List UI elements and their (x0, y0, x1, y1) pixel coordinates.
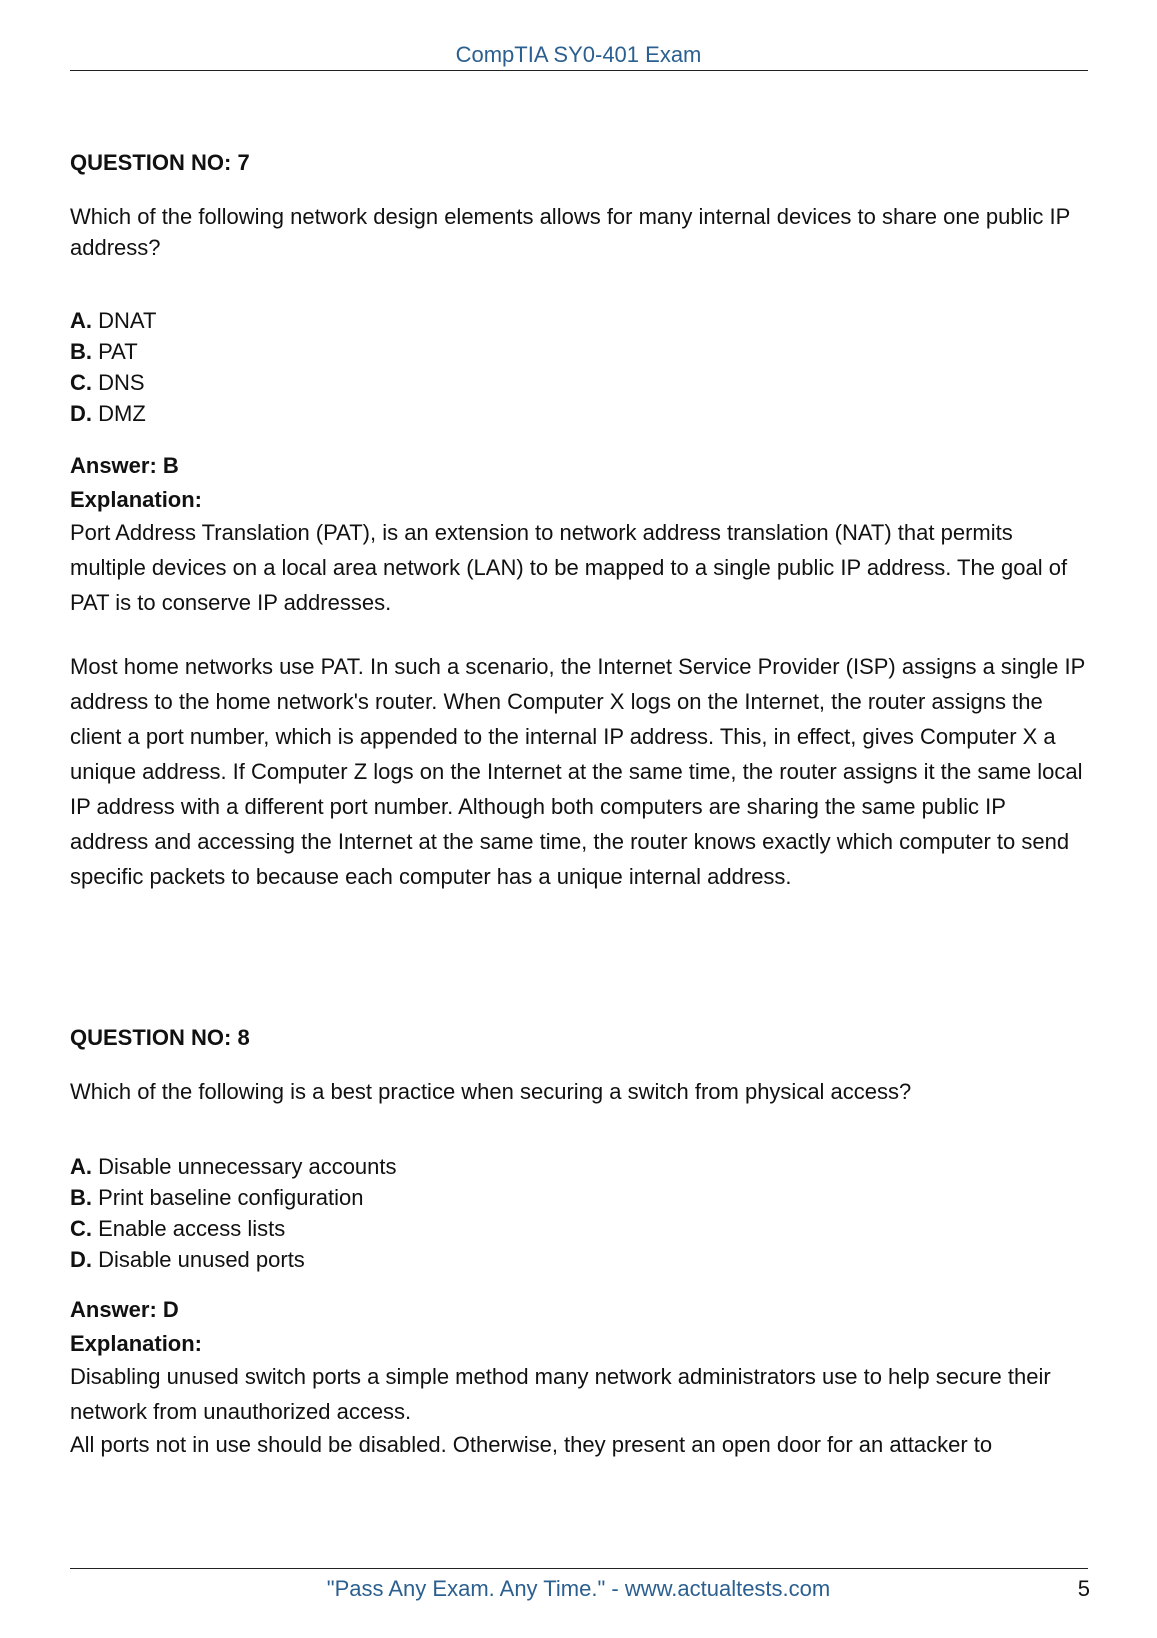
answer-options (70, 305, 156, 429)
footer-slogan: "Pass Any Exam. Any Time." - www.actualtests.com (326, 1576, 831, 1601)
header-divider (70, 70, 1088, 71)
option-letter: A. (70, 1154, 92, 1179)
option-text: PAT (98, 339, 138, 364)
option-text: Disable unnecessary accounts (98, 1154, 397, 1179)
option-text: DNS (98, 370, 145, 395)
option-text: Enable access lists (98, 1216, 286, 1241)
option-c (70, 1213, 397, 1244)
option-letter: D. (70, 401, 92, 426)
explanation-paragraph: All ports not in use should be disabled. Otherwise, they present an open door for an attacker to (70, 1432, 993, 1457)
answer-options (70, 1151, 397, 1275)
option-letter: B. (70, 339, 92, 364)
option-letter: D. (70, 1247, 92, 1272)
explanation-paragraph: Most home networks use PAT. In such a scenario, the Internet Service Provider (ISP) assigns a single IP address to the home network's router. When Computer X logs on the Internet, the router assigns the client a port number, which is appended to the internal IP address. This, in effect, gives Computer X a unique address. If Computer Z logs on the Internet at the same time, the router assigns it the same local IP address with a different port number. Although both computers are sharing the same public IP address and accessing the Internet at the same time, the router knows exactly which computer to send specific packets to because each computer has a unique internal address. (70, 654, 1085, 889)
option-c (70, 367, 156, 398)
answer-label: Answer: B (70, 453, 179, 478)
option-letter: C. (70, 1216, 92, 1241)
option-text: Print baseline configuration (98, 1185, 364, 1210)
option-text: DNAT (98, 308, 157, 333)
option-d (70, 398, 156, 429)
page-number: 5 (1077, 1576, 1090, 1601)
question-heading: QUESTION NO: 8 (70, 1025, 250, 1050)
option-d (70, 1244, 397, 1275)
option-letter: C. (70, 370, 92, 395)
option-text: DMZ (98, 401, 146, 426)
option-b (70, 1182, 397, 1213)
option-a (70, 305, 156, 336)
question-text: Which of the following network design elements allows for many internal devices to share one public IP address? (70, 204, 1070, 260)
explanation-label: Explanation: (70, 1331, 203, 1356)
option-a (70, 1151, 397, 1182)
option-b (70, 336, 156, 367)
explanation-paragraph: Port Address Translation (PAT), is an extension to network address translation (NAT) that permits multiple devices on a local area network (LAN) to be mapped to a single public IP address. The goal of PAT is to conserve IP addresses. (70, 520, 1068, 615)
explanation-label: Explanation: (70, 487, 203, 512)
page-header-title: CompTIA SY0-401 Exam (455, 42, 702, 67)
explanation-paragraph: Disabling unused switch ports a simple method many network administrators use to help secure their network from unauthorized access. (70, 1364, 1051, 1424)
question-heading: QUESTION NO: 7 (70, 150, 250, 175)
option-text: Disable unused ports (98, 1247, 305, 1272)
footer-divider (70, 1568, 1088, 1569)
answer-label: Answer: D (70, 1297, 179, 1322)
question-text: Which of the following is a best practice when securing a switch from physical access? (70, 1079, 912, 1104)
option-letter: A. (70, 308, 92, 333)
option-letter: B. (70, 1185, 92, 1210)
